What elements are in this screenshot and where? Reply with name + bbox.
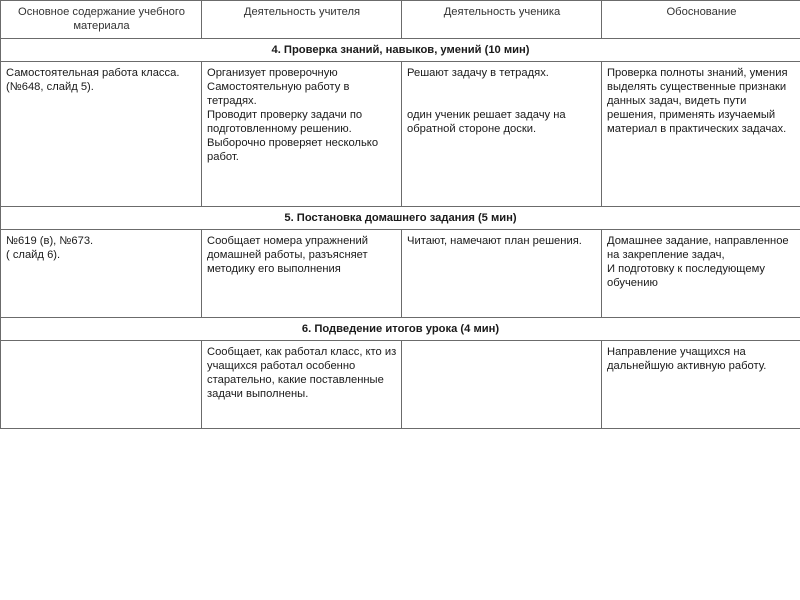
cell-teacher: Сообщает номера упражнений домашней работы, разъясняет методику его выполнения <box>202 230 402 318</box>
section-title-homework: 5. Постановка домашнего задания (5 мин) <box>1 207 800 230</box>
section-title-knowledge-check: 4. Проверка знаний, навыков, умений (10 мин) <box>1 39 800 62</box>
cell-student-line-2: один ученик решает задачу на обратной стороне доски. <box>407 109 566 135</box>
table-header-row <box>1 1 800 39</box>
table-row <box>1 62 800 207</box>
section-row-summary <box>1 318 800 341</box>
section-row-homework <box>1 207 800 230</box>
cell-student <box>402 341 602 429</box>
header-student-activity: Деятельность ученика <box>402 1 602 39</box>
header-teacher-activity: Деятельность учителя <box>202 1 402 39</box>
cell-teacher: Сообщает, как работал класс, кто из учащихся работал особенно старательно, какие поставленные задачи выполнены. <box>202 341 402 429</box>
section-title-summary: 6. Подведение итогов урока (4 мин) <box>1 318 800 341</box>
section-row-knowledge-check <box>1 39 800 62</box>
cell-student: Читают, намечают план решения. <box>402 230 602 318</box>
cell-teacher: Организует проверочную Самостоятельную работу в тетрадях. Проводит проверку задачи по подготовленному решению. Выборочно проверяет несколько работ. <box>202 62 402 207</box>
table-row <box>1 341 800 429</box>
cell-rationale: Направление учащихся на дальнейшую активную работу. <box>602 341 800 429</box>
cell-content: Самостоятельная работа класса. (№648, слайд 5). <box>1 62 202 207</box>
header-rationale: Обоснование <box>602 1 800 39</box>
cell-student <box>402 62 602 207</box>
table-row <box>1 230 800 318</box>
cell-rationale: Проверка полноты знаний, умения выделять существенные признаки данных задач, видеть пути решения, применять изучаемый материал в практических задачах. <box>602 62 800 207</box>
cell-rationale: Домашнее задание, направленное на закрепление задач, И подготовку к последующему обучению <box>602 230 800 318</box>
cell-content <box>1 341 202 429</box>
cell-student-line-1: Решают задачу в тетрадях. <box>407 67 549 79</box>
cell-content: №619 (в), №673. ( слайд 6). <box>1 230 202 318</box>
header-content: Основное содержание учебного материала <box>1 1 202 39</box>
